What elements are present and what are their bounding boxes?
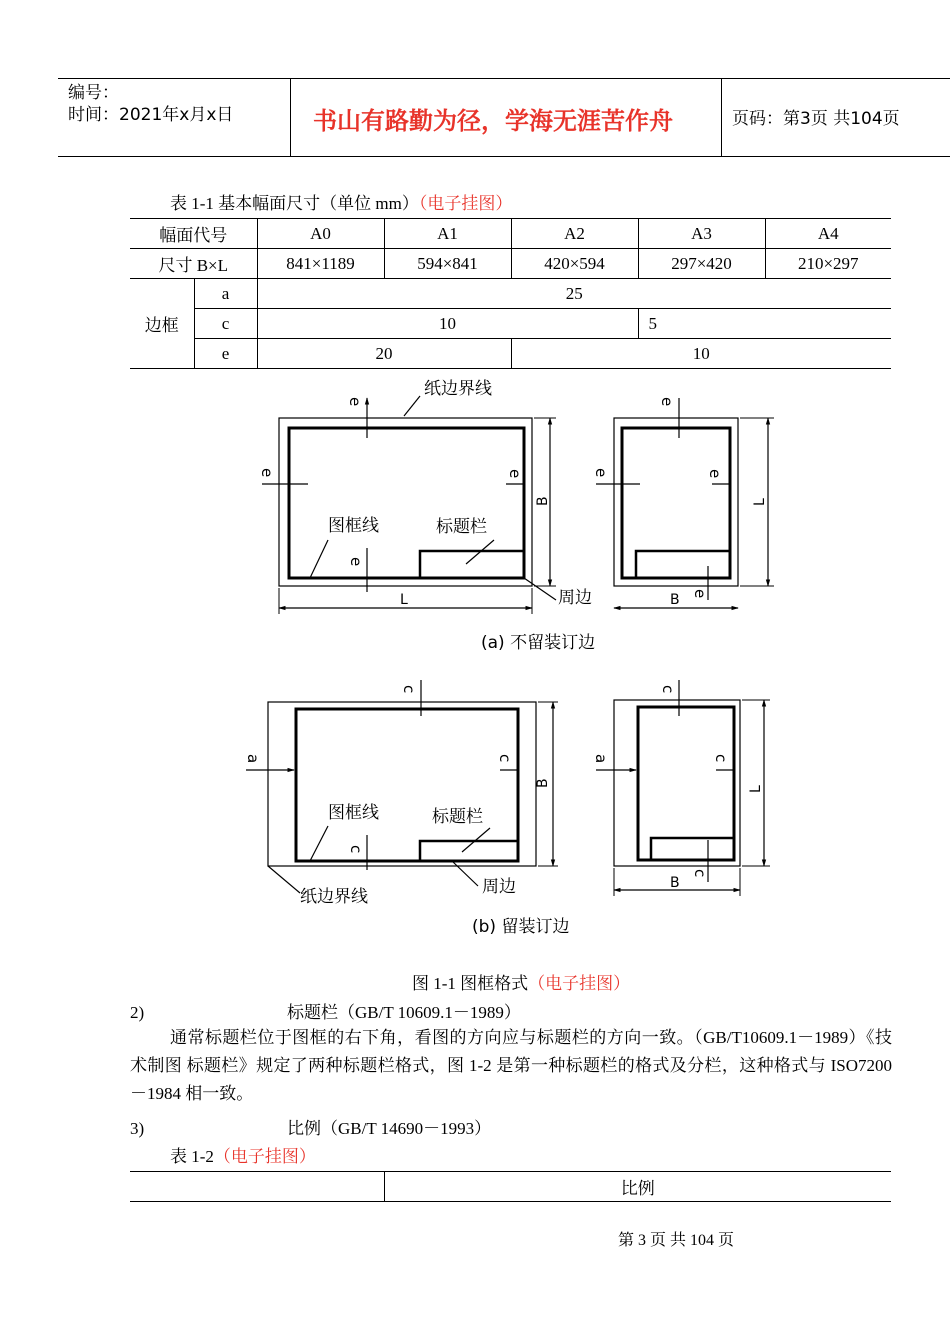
- a-label-title-block: 标题栏: [436, 517, 487, 537]
- b-small-title-block: [651, 838, 734, 860]
- table2-caption-link[interactable]: （电子挂图）: [213, 1147, 316, 1166]
- a-s-e-bottom: e: [691, 589, 709, 599]
- a-s-L: L: [752, 498, 768, 506]
- header-divider-left: [290, 78, 291, 157]
- b-small-paper-edge: [614, 700, 740, 866]
- a-L: L: [400, 592, 408, 608]
- serial-label: 编号：: [68, 83, 119, 103]
- header-divider-right: [721, 78, 722, 157]
- footer-page: 第 3 页 共 104 页: [618, 1232, 735, 1249]
- page-info: 页码：第3页 共104页: [732, 109, 900, 129]
- c-value-large: 10: [257, 309, 638, 339]
- a-label-paper-edge: 纸边界线: [424, 379, 492, 399]
- code-a1: A1: [384, 219, 511, 249]
- figure-caption-text: 图 1-1 图框格式: [412, 974, 529, 993]
- header-bottom-rule: [58, 156, 950, 157]
- table2-caption: [170, 1146, 316, 1168]
- b-s-c-top: c: [659, 685, 677, 694]
- figure-caption: [412, 973, 630, 995]
- table-scale: [130, 1171, 891, 1202]
- a-s-e-right: e: [706, 469, 724, 479]
- table1-caption-text: 表 1-1 基本幅面尺寸（单位 mm）: [170, 194, 419, 213]
- e-label-cell: e: [194, 339, 257, 369]
- header-top-rule: [58, 78, 950, 79]
- b-big-title-block: [420, 841, 518, 861]
- e-value-small: 10: [511, 339, 891, 369]
- section3-number: 3): [130, 1119, 145, 1138]
- b-s-L: L: [748, 785, 764, 793]
- caption-a: (a) 不留装订边: [481, 633, 596, 653]
- size-a4: 210×297: [765, 249, 891, 279]
- b-s-B: B: [670, 875, 680, 891]
- b-c-bottom: c: [347, 845, 365, 854]
- b-s-c-bottom: c: [691, 869, 709, 878]
- a-label-cell: a: [194, 279, 257, 309]
- c-value-small: 5: [638, 309, 891, 339]
- c-label-cell: c: [194, 309, 257, 339]
- section2-number: 2): [130, 1003, 145, 1022]
- a-small-paper-edge: [614, 418, 738, 586]
- time-label: 时间：2021年x月x日: [68, 105, 234, 125]
- a-big-paper-edge: [279, 418, 532, 586]
- b-label-frame-line: 图框线: [328, 803, 379, 823]
- table2-header-scale: 比例: [384, 1172, 891, 1202]
- size-label-cell: 尺寸 B×L: [130, 249, 257, 279]
- e-value-large: 20: [257, 339, 511, 369]
- b-B: B: [535, 778, 551, 788]
- b-label-periphery: 周边: [482, 877, 516, 897]
- b-c-right: c: [496, 754, 514, 763]
- border-label-cell: 边框: [130, 279, 194, 369]
- figure-frame-formats: [0, 370, 950, 970]
- a-value-cell: 25: [257, 279, 891, 309]
- code-a0: A0: [257, 219, 384, 249]
- section2-heading: 标题栏（GB/T 10609.1－1989）: [287, 1003, 521, 1022]
- b-label-paper-edge: 纸边界线: [300, 887, 368, 907]
- size-a0: 841×1189: [257, 249, 384, 279]
- a-e-bottom: e: [347, 557, 365, 567]
- size-a2: 420×594: [511, 249, 638, 279]
- section2-body: 通常标题栏位于图框的右下角，看图的方向应与标题栏的方向一致。（GB/T10609.1－1989）《技术制图 标题栏》规定了两种标题栏格式，图 1-2 是第一种标题栏的格式及分栏，这种格式与 ISO7200－1984 相一致。: [130, 1028, 892, 1103]
- a-label-frame-line: 图框线: [328, 516, 379, 536]
- a-small-frame: [622, 428, 730, 578]
- b-a-left: a: [244, 754, 262, 764]
- b-label-title-block: 标题栏: [432, 807, 483, 827]
- section3-heading: 比例（GB/T 14690－1993）: [287, 1119, 492, 1138]
- table-basic-sizes: [130, 218, 891, 369]
- b-s-c-right: c: [712, 754, 730, 763]
- a-label-periphery: 周边: [558, 588, 592, 608]
- a-s-B: B: [670, 592, 680, 608]
- code-a2: A2: [511, 219, 638, 249]
- a-e-top: e: [346, 397, 364, 407]
- a-e-right: e: [506, 469, 524, 479]
- b-s-a-left: a: [592, 754, 610, 764]
- a-small-title-block: [636, 551, 730, 578]
- code-a3: A3: [638, 219, 765, 249]
- a-e-left: e: [258, 468, 276, 478]
- table2-empty-cell: [130, 1172, 384, 1202]
- b-c-top: c: [400, 685, 418, 694]
- a-B: B: [535, 496, 551, 506]
- caption-b: (b) 留装订边: [472, 917, 570, 937]
- figure-caption-link[interactable]: （电子挂图）: [528, 974, 631, 993]
- size-a3: 297×420: [638, 249, 765, 279]
- a-s-e-top: e: [658, 397, 676, 407]
- table1-caption-link[interactable]: （电子挂图）: [418, 194, 513, 213]
- code-label-cell: 幅面代号: [130, 219, 257, 249]
- a-big-frame: [289, 428, 524, 578]
- size-a1: 594×841: [384, 249, 511, 279]
- table2-caption-text: 表 1-2: [170, 1147, 214, 1166]
- a-s-e-left: e: [592, 468, 610, 478]
- code-a4: A4: [765, 219, 891, 249]
- b-big-frame: [296, 709, 518, 861]
- table1-caption: [170, 193, 512, 215]
- a-big-title-block: [420, 551, 524, 578]
- motto: 书山有路勤为径，学海无涯苦作舟: [313, 107, 673, 135]
